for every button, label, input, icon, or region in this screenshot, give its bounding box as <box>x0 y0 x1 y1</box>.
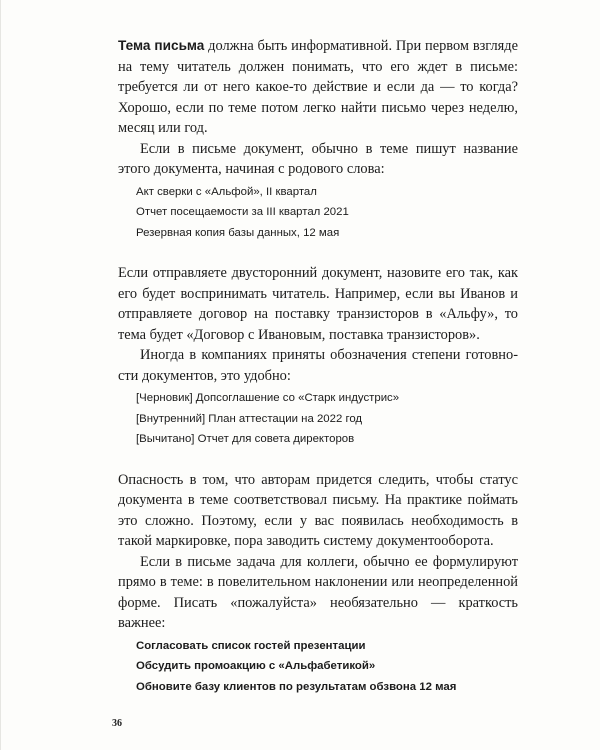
paragraph-status-danger: Опасность в том, что авторам придется следить, чтобы статус документа в теме соответствовал письму. На практике поймать это сложно. Поэтому, если у вас появилась необходимость в такой маркировке, пора заводить систему документооборота. <box>118 471 518 549</box>
example-subject: [Вычитано] Отчет для совета директоров <box>136 433 355 445</box>
paragraph-text: должна быть информативной. При первом взгляде на тему читатель должен понимать, что его ждет в письме: требуется ли от него какое-то действие и если да — то когда? Хорошо, если по теме потом легко найти письмо через неделю, месяц или год. <box>118 38 518 136</box>
example-subject: Обновите базу клиентов по результатам обзвона 12 мая <box>136 680 457 693</box>
page-content <box>118 36 518 697</box>
example-subject: Резервная копия базы данных, 12 мая <box>136 226 340 239</box>
example-subject: Обсудить промоакцию с «Альфабетикой» <box>136 660 376 672</box>
lead-term: Тема письма <box>118 38 205 53</box>
page-number: 36 <box>112 718 122 729</box>
example-subject: [Черновик] Допсоглашение со «Старк индустрис» <box>136 392 400 404</box>
paragraph-subject-intro <box>118 36 518 139</box>
paragraph-document-subject: Если в письме документ, обычно в теме пишут название этого документа, начиная с родового слова: <box>118 140 518 177</box>
paragraph-two-sided-document: Если отправляете двусторонний документ, назовите его так, как его будет воспринимать читатель. Например, если вы Иванов и отправляете договор на поставку транзисторов в «Альфу», то тема будет «Договор с Ивановым, поставка транзисторов». <box>118 265 518 343</box>
example-subject: Отчет посещаемости за III квартал 2021 <box>136 206 349 218</box>
paragraph-task-subject: Если в письме задача для коллеги, обычно ее формулируют прямо в теме: в повелительном наклонении или неопределенной форме. Писать «пожалуйста» необязательно — краткость важнее: <box>118 553 518 631</box>
paragraph-readiness-markers: Иногда в компаниях приняты обозначения степени готовности документов, это удобно: <box>118 347 518 384</box>
example-subject: [Внутренний] План аттестации на 2022 год <box>136 412 363 425</box>
example-subject: Акт сверки с «Альфой», II квартал <box>136 185 317 198</box>
example-subject: Согласовать список гостей презентации <box>136 639 366 652</box>
